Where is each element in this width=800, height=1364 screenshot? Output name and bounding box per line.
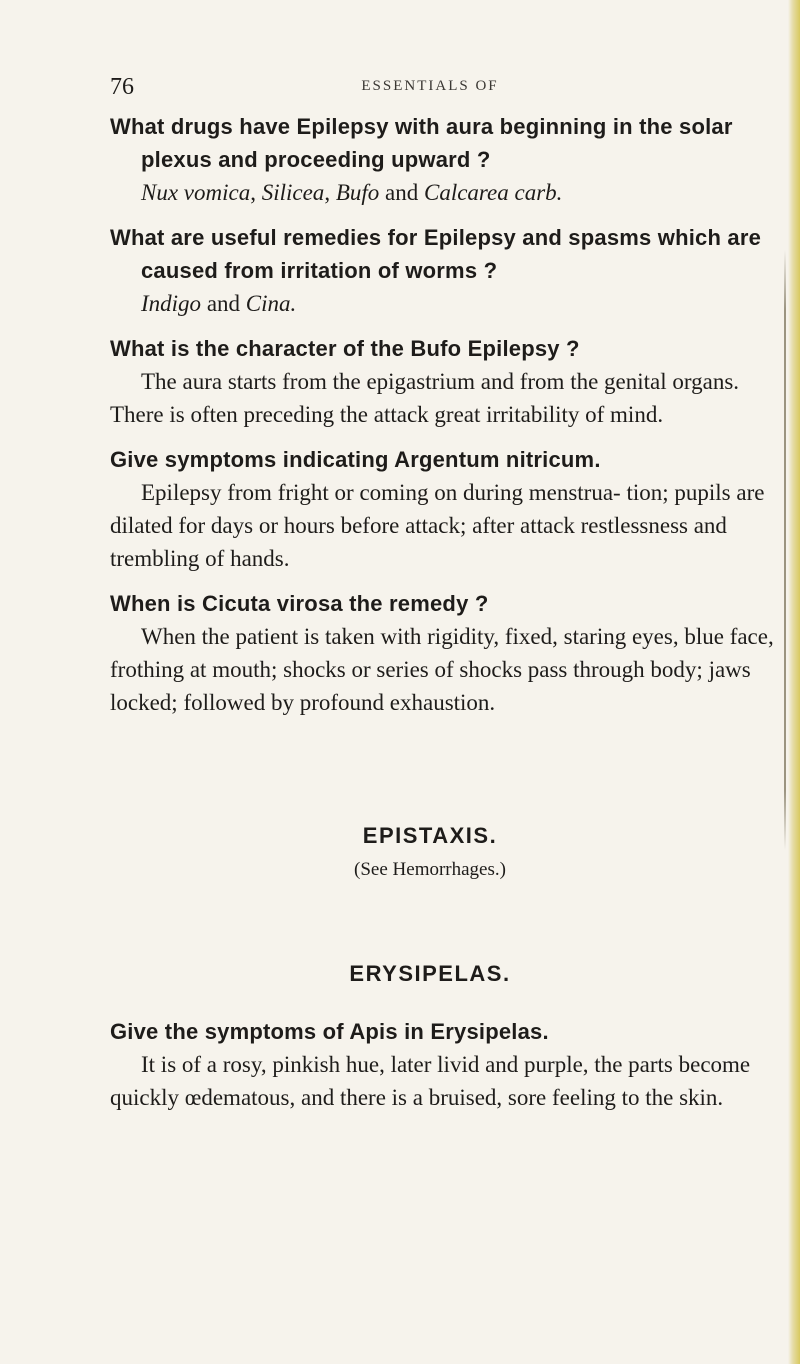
answer: It is of a rosy, pinkish hue, later livid and purple, the parts become quickly œdematous, and there is a bruised, sore feeling to the skin. bbox=[110, 1052, 751, 1110]
question: What are useful remedies for Epilepsy and spasms which are caused from irritation of worms ? bbox=[110, 225, 762, 283]
question: When is Cicuta virosa the remedy ? bbox=[110, 591, 489, 616]
answer-part: Silicea bbox=[261, 180, 325, 205]
answer-part: Nux vomica bbox=[141, 180, 251, 205]
page-content bbox=[110, 110, 792, 1114]
running-head: ESSENTIALS OF bbox=[361, 78, 499, 94]
page-header bbox=[110, 74, 750, 104]
answer-part: and bbox=[379, 180, 424, 205]
answer bbox=[110, 176, 792, 209]
answer-part: Calcarea carb. bbox=[423, 180, 563, 205]
section-cross-reference: (See Hemorrhages.) bbox=[354, 859, 506, 880]
answer: Epilepsy from fright or coming on during menstrua- tion; pupils are dilated for days or hours before attack; after attack restlessness and trembling of hands. bbox=[110, 480, 765, 571]
answer bbox=[110, 287, 792, 320]
answer: The aura starts from the epigastrium and from the genital organs. There is often preceding the attack great irritability of mind. bbox=[110, 369, 740, 427]
answer-part: , bbox=[324, 180, 336, 205]
question: What drugs have Epilepsy with aura beginning in the solar plexus and proceeding upward ? bbox=[110, 114, 733, 172]
question: Give the symptoms of Apis in Erysipelas. bbox=[110, 1019, 549, 1044]
answer-part: Bufo bbox=[335, 180, 380, 205]
answer-part: and bbox=[201, 291, 246, 316]
page-number: 76 bbox=[110, 74, 134, 100]
section-title-epistaxis: EPISTAXIS. bbox=[362, 823, 498, 848]
section-title-erysipelas: ERYSIPELAS. bbox=[349, 961, 511, 986]
question: Give symptoms indicating Argentum nitricum. bbox=[110, 447, 601, 472]
question: What is the character of the Bufo Epilepsy ? bbox=[110, 336, 580, 361]
answer: When the patient is taken with rigidity, fixed, staring eyes, blue face, frothing at mouth; shocks or series of shocks pass through body; jaws locked; followed by profound exhaustion. bbox=[110, 624, 774, 715]
answer-part: , bbox=[250, 180, 262, 205]
answer-part: Indigo bbox=[141, 291, 202, 316]
answer-part: Cina. bbox=[245, 291, 297, 316]
